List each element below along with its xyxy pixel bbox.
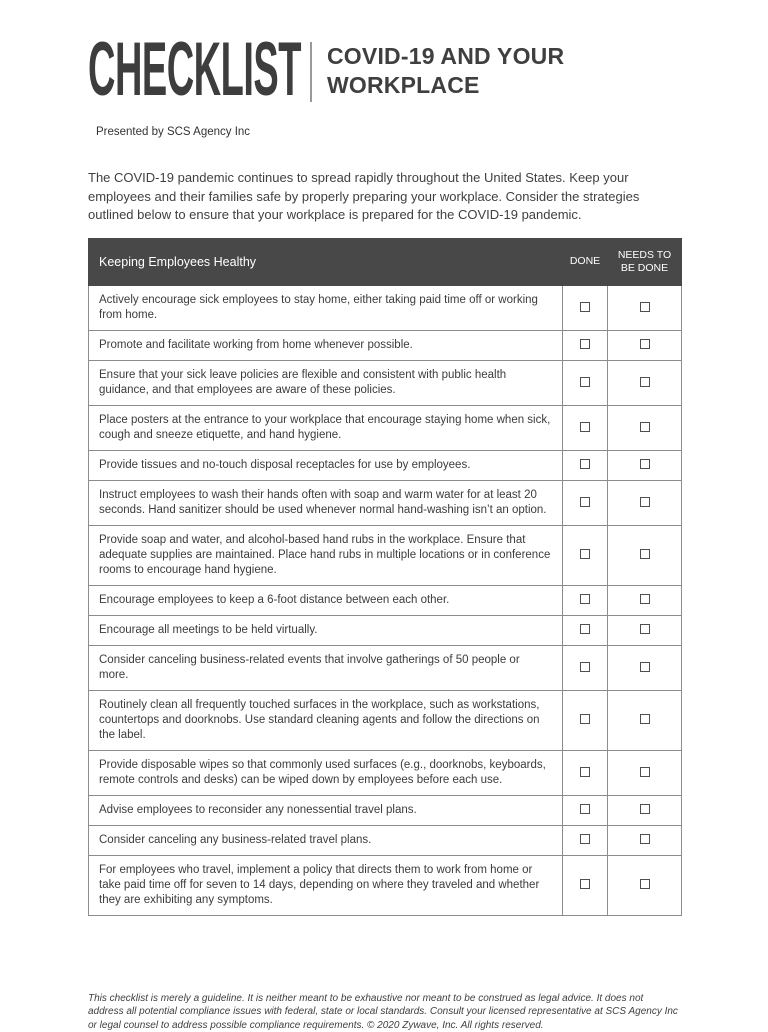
done-checkbox[interactable] — [580, 497, 590, 507]
needs-to-be-done-checkbox-cell — [608, 795, 682, 825]
needs-to-be-done-checkbox[interactable] — [640, 714, 650, 724]
table-row — [89, 615, 682, 645]
table-row — [89, 795, 682, 825]
done-checkbox[interactable] — [580, 422, 590, 432]
task-text: Consider canceling business-related events that involve gatherings of 50 people or more. — [89, 645, 563, 690]
checklist-logo-text: CHECKLIST — [88, 40, 301, 100]
needs-to-be-done-checkbox-cell — [608, 825, 682, 855]
table-row — [89, 855, 682, 915]
needs-to-be-done-checkbox[interactable] — [640, 624, 650, 634]
task-text: Consider canceling any business-related travel plans. — [89, 825, 563, 855]
document-title — [327, 40, 564, 100]
table-row — [89, 330, 682, 360]
table-row — [89, 285, 682, 330]
table-row — [89, 525, 682, 585]
document-title-line1: COVID-19 AND YOUR — [327, 42, 564, 71]
needs-to-be-done-checkbox-cell — [608, 750, 682, 795]
needs-to-be-done-checkbox-cell — [608, 405, 682, 450]
done-checkbox[interactable] — [580, 302, 590, 312]
done-checkbox[interactable] — [580, 339, 590, 349]
needs-to-be-done-checkbox-cell — [608, 330, 682, 360]
needs-to-be-done-checkbox-cell — [608, 855, 682, 915]
task-text: Promote and facilitate working from home whenever possible. — [89, 330, 563, 360]
done-checkbox-cell — [563, 525, 608, 585]
needs-to-be-done-checkbox-cell — [608, 285, 682, 330]
needs-to-be-done-checkbox[interactable] — [640, 594, 650, 604]
table-row — [89, 645, 682, 690]
done-checkbox[interactable] — [580, 662, 590, 672]
task-text: Place posters at the entrance to your workplace that encourage staying home when sick, cough and sneeze etiquette, and hand hygiene. — [89, 405, 563, 450]
done-checkbox[interactable] — [580, 549, 590, 559]
done-checkbox-cell — [563, 330, 608, 360]
table-row — [89, 585, 682, 615]
document-title-line2: WORKPLACE — [327, 71, 564, 100]
done-checkbox[interactable] — [580, 804, 590, 814]
task-text: Encourage all meetings to be held virtually. — [89, 615, 563, 645]
done-checkbox-cell — [563, 360, 608, 405]
done-checkbox[interactable] — [580, 834, 590, 844]
done-checkbox-cell — [563, 750, 608, 795]
task-text: Provide soap and water, and alcohol-based hand rubs in the workplace. Ensure that adequate supplies are maintained. Place hand rubs in multiple locations or in conference rooms to encourage hand hygiene. — [89, 525, 563, 585]
needs-to-be-done-checkbox[interactable] — [640, 767, 650, 777]
table-row — [89, 450, 682, 480]
checklist-table — [88, 238, 682, 916]
needs-to-be-done-checkbox[interactable] — [640, 377, 650, 387]
needs-to-be-done-checkbox-cell — [608, 690, 682, 750]
task-text: For employees who travel, implement a policy that directs them to work from home or take paid time off for seven to 14 days, depending on where they traveled and whether they are exhibiting any symptoms. — [89, 855, 563, 915]
needs-to-be-done-checkbox[interactable] — [640, 549, 650, 559]
done-checkbox[interactable] — [580, 879, 590, 889]
done-checkbox-cell — [563, 450, 608, 480]
needs-to-be-done-checkbox[interactable] — [640, 422, 650, 432]
table-row — [89, 825, 682, 855]
needs-to-be-done-checkbox[interactable] — [640, 804, 650, 814]
done-checkbox-cell — [563, 825, 608, 855]
task-text: Encourage employees to keep a 6-foot distance between each other. — [89, 585, 563, 615]
done-checkbox-cell — [563, 645, 608, 690]
done-checkbox-cell — [563, 615, 608, 645]
done-checkbox-cell — [563, 585, 608, 615]
needs-to-be-done-checkbox[interactable] — [640, 662, 650, 672]
masthead — [88, 40, 681, 102]
logo-divider — [310, 42, 312, 102]
done-checkbox-cell — [563, 690, 608, 750]
checklist-table-header — [89, 238, 682, 285]
done-checkbox-cell — [563, 795, 608, 825]
done-checkbox-cell — [563, 405, 608, 450]
needs-to-be-done-checkbox[interactable] — [640, 459, 650, 469]
needs-to-be-done-checkbox-cell — [608, 360, 682, 405]
task-text: Instruct employees to wash their hands often with soap and warm water for at least 20 seconds. Hand sanitizer should be used whenever normal hand-washing isn’t an option. — [89, 480, 563, 525]
checklist-table-body — [89, 285, 682, 915]
done-checkbox[interactable] — [580, 377, 590, 387]
done-checkbox[interactable] — [580, 594, 590, 604]
needs-to-be-done-checkbox-cell — [608, 585, 682, 615]
task-text: Actively encourage sick employees to stay home, either taking paid time off or working from home. — [89, 285, 563, 330]
table-row — [89, 360, 682, 405]
needs-to-be-done-checkbox-cell — [608, 645, 682, 690]
task-text: Routinely clean all frequently touched surfaces in the workplace, such as workstations, countertops and doorknobs. Use standard cleaning agents and follow the directions on the label. — [89, 690, 563, 750]
needs-to-be-done-checkbox-cell — [608, 450, 682, 480]
intro-paragraph: The COVID-19 pandemic continues to spread rapidly throughout the United States. Keep your employees and their families safe by properly preparing your workplace. Consider the strategies outlined below to ensure that your workplace is prepared for the COVID-19 pandemic. — [88, 169, 681, 225]
needs-to-be-done-checkbox[interactable] — [640, 834, 650, 844]
table-row — [89, 690, 682, 750]
needs-to-be-done-checkbox-cell — [608, 615, 682, 645]
task-text: Provide tissues and no-touch disposal receptacles for use by employees. — [89, 450, 563, 480]
done-checkbox[interactable] — [580, 714, 590, 724]
task-text: Ensure that your sick leave policies are flexible and consistent with public health guidance, and that employees are aware of these policies. — [89, 360, 563, 405]
needs-to-be-done-checkbox[interactable] — [640, 339, 650, 349]
needs-to-be-done-checkbox[interactable] — [640, 302, 650, 312]
checklist-logo — [88, 40, 302, 102]
table-row — [89, 405, 682, 450]
done-checkbox[interactable] — [580, 459, 590, 469]
task-text: Advise employees to reconsider any nonessential travel plans. — [89, 795, 563, 825]
disclaimer-text: This checklist is merely a guideline. It is neither meant to be exhaustive nor meant to be construed as legal advice. It does not address all potential compliance issues with federal, state or local standards. Consult your licensed representative at SCS Agency Inc or legal counsel to address possible compliance requirements. © 2020 Zywave, Inc. All rights reserved. — [88, 992, 680, 1032]
needs-to-be-done-checkbox[interactable] — [640, 497, 650, 507]
needs-to-be-done-checkbox-cell — [608, 480, 682, 525]
done-checkbox[interactable] — [580, 624, 590, 634]
needs-to-be-done-checkbox[interactable] — [640, 879, 650, 889]
table-row — [89, 480, 682, 525]
done-checkbox-cell — [563, 480, 608, 525]
presented-by: Presented by SCS Agency Inc — [96, 126, 681, 138]
task-text: Provide disposable wipes so that commonly used surfaces (e.g., doorknobs, keyboards, remote controls and desks) can be wiped down by employees before each use. — [89, 750, 563, 795]
needs-to-be-done-checkbox-cell — [608, 525, 682, 585]
done-checkbox-cell — [563, 855, 608, 915]
table-row — [89, 750, 682, 795]
done-checkbox-cell — [563, 285, 608, 330]
done-checkbox[interactable] — [580, 767, 590, 777]
section-title: Keeping Employees Healthy — [89, 238, 563, 285]
column-header-done: DONE — [563, 238, 608, 285]
column-header-needs-to-be-done: NEEDS TO BE DONE — [608, 238, 682, 285]
